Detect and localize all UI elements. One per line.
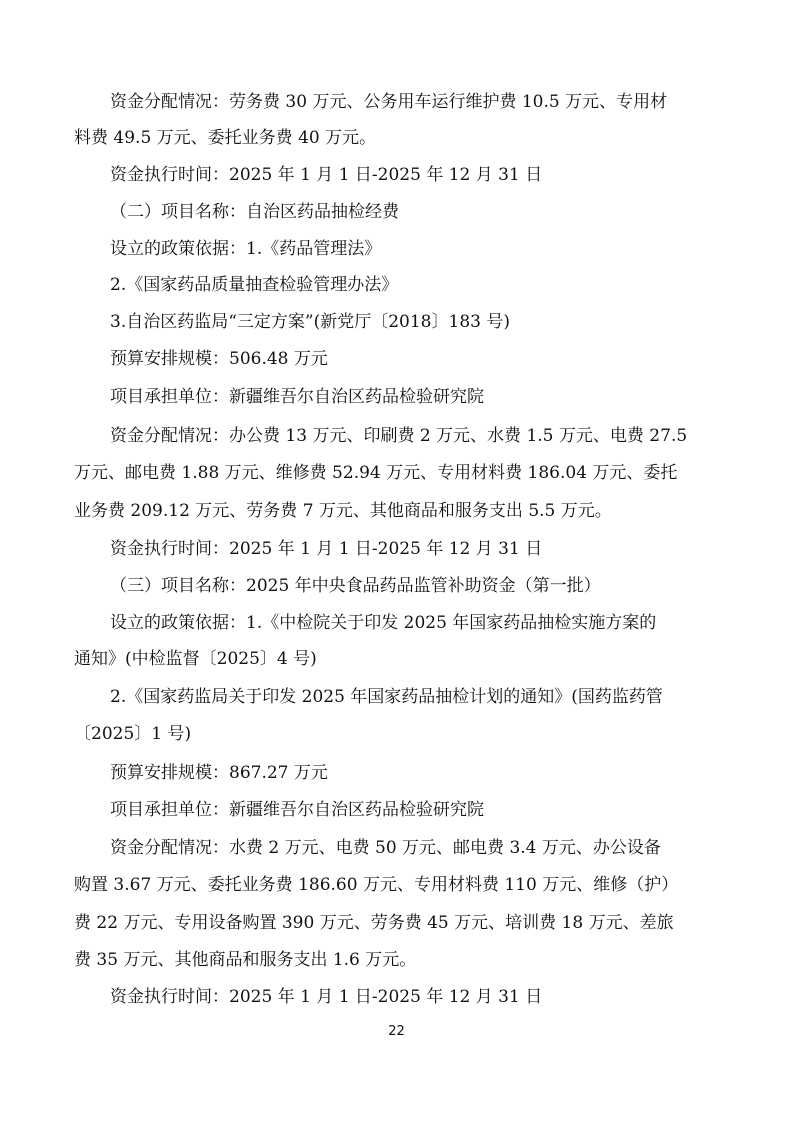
text-line: 〔2025〕1 号): [74, 724, 192, 744]
section-heading: （二）项目名称：自治区药品抽检经费: [110, 202, 399, 222]
text-line: 费 22 万元、专用设备购置 390 万元、劳务费 45 万元、培训费 18 万元、差旅: [74, 913, 674, 933]
text-line: 资金分配情况：水费 2 万元、电费 50 万元、邮电费 3.4 万元、办公设备: [110, 838, 661, 858]
text-line: 业务费 209.12 万元、劳务费 7 万元、其他商品和服务支出 5.5 万元。: [74, 501, 612, 521]
text-line: 设立的政策依据：1.《药品管理法》: [110, 239, 382, 259]
text-line: 2.《国家药品质量抽查检验管理办法》: [110, 275, 399, 295]
section-heading: （三）项目名称：2025 年中央食品药品监管补助资金（第一批）: [110, 576, 601, 596]
text-line: 资金分配情况：劳务费 30 万元、公务用车运行维护费 10.5 万元、专用材: [110, 92, 668, 112]
text-line: 设立的政策依据：1.《中检院关于印发 2025 年国家药品抽检实施方案的: [110, 613, 657, 633]
text-line: 3.自治区药监局“三定方案”(新党厅〔2018〕183 号): [110, 312, 510, 332]
text-line: 项目承担单位：新疆维吾尔自治区药品检验研究院: [110, 387, 484, 407]
page-number: 22: [388, 1024, 405, 1039]
text-line: 2.《国家药监局关于印发 2025 年国家药品抽检计划的通知》(国药监药管: [110, 687, 663, 707]
text-line: 资金执行时间：2025 年 1 月 1 日-2025 年 12 月 31 日: [110, 987, 543, 1007]
text-line: 资金执行时间：2025 年 1 月 1 日-2025 年 12 月 31 日: [110, 539, 543, 559]
text-line: 费 35 万元、其他商品和服务支出 1.6 万元。: [74, 950, 417, 970]
text-line: 项目承担单位：新疆维吾尔自治区药品检验研究院: [110, 800, 484, 820]
text-line: 资金执行时间：2025 年 1 月 1 日-2025 年 12 月 31 日: [110, 165, 543, 185]
text-line: 预算安排规模：506.48 万元: [110, 349, 328, 369]
text-line: 资金分配情况：办公费 13 万元、印刷费 2 万元、水费 1.5 万元、电费 27.5: [110, 426, 688, 446]
text-line: 料费 49.5 万元、委托业务费 40 万元。: [74, 128, 377, 148]
text-line: 购置 3.67 万元、委托业务费 186.60 万元、专用材料费 110 万元、维修（护）: [74, 875, 679, 895]
text-line: 通知》(中检监督〔2025〕4 号): [74, 649, 317, 669]
text-line: 预算安排规模：867.27 万元: [110, 763, 328, 783]
text-line: 万元、邮电费 1.88 万元、维修费 52.94 万元、专用材料费 186.04 万元、委托: [74, 463, 678, 483]
